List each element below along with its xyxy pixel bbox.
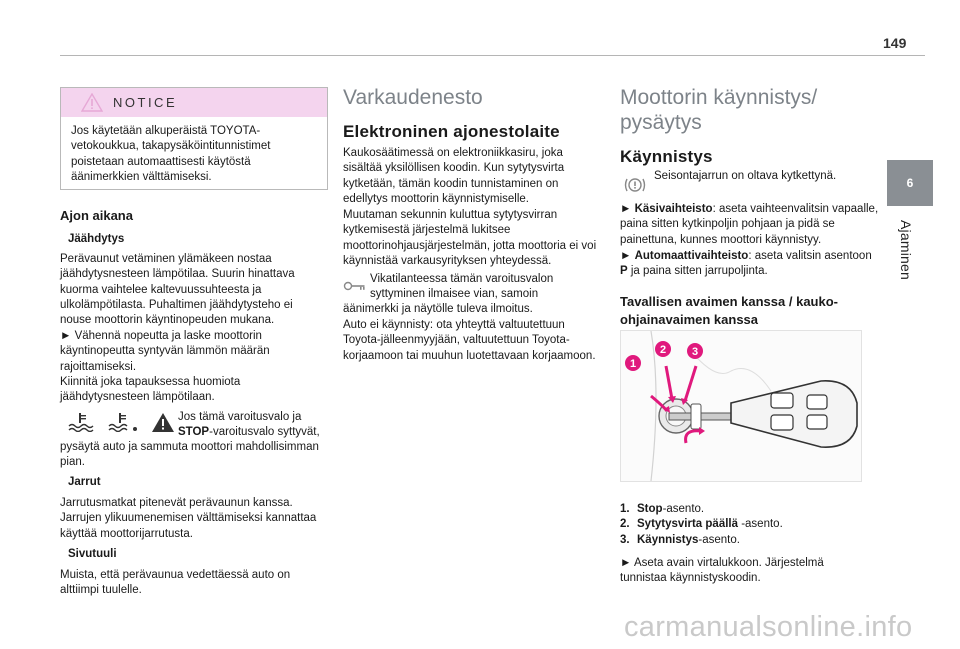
cooling-paragraph: Perävaunut vetäminen ylämäkeen nostaa jäähdytysnesteen lämpötilaa. Suurin hinattava kuorma vaihtelee kaltevuussuhteesta ja ulkolämpötilasta. Puhaltimen jäähdytysteho ei nouse moottorin käyntinopeuden mukana. (60, 253, 295, 327)
key-warning-light-icon (343, 278, 367, 294)
list-item-text: -asento. (738, 518, 783, 531)
list-item-label: Käynnistys (637, 533, 699, 546)
notice-text: Jos käytetään alkuperäistä TOYOTA-vetokoukkua, takapysäköintitunnistimet poistetaan automaattisesti käytöstä äänimerkkien välttämiseksi. (71, 125, 271, 183)
section-title-anti-theft: Varkaudenesto (343, 86, 483, 109)
warning-light-text-b (178, 425, 328, 440)
list-item-label: Sytytysvirta päällä (637, 518, 739, 531)
list-item (620, 533, 882, 548)
title-line-2: pysäytys (620, 111, 702, 134)
warning-light-text-b-rest: -varoitusvalo syttyvät, (209, 426, 320, 438)
warning-light-text-a: Jos tämä varoitusvalo ja (178, 411, 302, 423)
title-line-1: Moottorin käynnistys/ (620, 86, 818, 109)
manual-transmission-label: Käsivaihteisto (634, 203, 713, 215)
arrow-glyph: ► (620, 250, 635, 262)
brakes-paragraph: Jarrutusmatkat pitenevät perävaunun kanssa. Jarrujen ylikuumenemisen välttämiseksi kannattaa käyttää moottorijarrutusta. (60, 497, 317, 540)
warning-triangle-icon (81, 93, 103, 112)
automatic-transmission-end: ja paina sitten jarrupoljinta. (627, 265, 768, 278)
immobiliser-paragraph-4: Auto ei käynnisty: ota yhteyttä valtuutettuun Toyota-jälleenmyyjään, valtuutettuun Toyota-korjaamoon tai muuhun luotettavaan korjaamoon. (343, 319, 596, 362)
warning-light-text-c: pysäytä auto ja sammuta moottori mahdollisimman pian. (60, 441, 319, 469)
manual-transmission-instruction (620, 202, 880, 248)
warning-triangle-icon (151, 412, 175, 433)
subheading-brakes: Jarrut (68, 476, 101, 488)
automatic-transmission-instruction (620, 249, 880, 280)
insert-key-instruction: ► Aseta avain virtalukkoon. Järjestelmä tunnistaa käynnistyskoodin. (620, 557, 824, 585)
notice-box (60, 87, 328, 190)
crosswind-paragraph: Muista, että perävaunua vedettäessä auto on alttiimpi tuulelle. (60, 569, 291, 597)
list-item-text: -asento. (662, 503, 705, 515)
automatic-transmission-text: : aseta valitsin asentoon (748, 250, 872, 262)
subheading-cooling: Jäähdytys (68, 233, 125, 245)
list-item-number: 2. (620, 518, 630, 531)
immobiliser-paragraph-2: Muutaman sekunnin kuluttua sytytysvirran kytkemisestä järjestelmä lukitsee moottorinohjausjärjestelmän, jotta moottoria ei voi käynnistää varkausyrityksen yhteydessä. (343, 209, 597, 267)
ignition-illustration (621, 331, 861, 481)
list-item (620, 502, 882, 517)
subtitle-starting: Käynnistys (620, 147, 713, 166)
immobiliser-paragraph-3a: Vikatilanteessa tämän varoitusvalon (370, 273, 554, 285)
subtitle-immobiliser: Elektroninen ajonestolaite (343, 122, 560, 141)
key-positions-list (620, 502, 882, 548)
manual-transmission-text: : aseta vaihteenvalitsin vapaalle, paina sitten kytkinpoljin pohjaan ja pidä se painettuna, kunnes moottori käynnistyy. (620, 203, 879, 246)
notice-header (61, 88, 327, 117)
subheading-crosswind: Sivutuuli (68, 548, 117, 560)
callout-label-3: 3 (691, 346, 699, 358)
parking-brake-note: Seisontajarrun on oltava kytkettynä. (654, 170, 837, 182)
cooling-note: Kiinnitä joka tapauksessa huomiota jäähdytysnesteen lämpötilaan. (60, 376, 241, 404)
callout-label-2: 2 (659, 344, 667, 356)
list-item-number: 1. (620, 503, 630, 515)
immobiliser-paragraph-3b: syttyminen ilmaisee vian, samoin (370, 288, 539, 300)
automatic-transmission-label: Automaattivaihteisto (634, 250, 749, 262)
stop-label: STOP (178, 426, 210, 438)
callout-label-1: 1 (629, 358, 637, 370)
position-p-label: P (620, 265, 628, 278)
arrow-glyph: ► (620, 203, 635, 215)
immobiliser-paragraph-3c: äänimerkki ja näytölle tuleva ilmoitus. (343, 303, 533, 315)
key-heading: Tavallisen avaimen kanssa / kauko-ohjainavaimen kanssa (620, 294, 838, 327)
list-item-number: 3. (620, 533, 630, 546)
section-title-engine-start-stop (620, 85, 817, 135)
cooling-instruction: ► Vähennä nopeutta ja laske moottorin käyntinopeutta syntyvän lämmön määrän rajoittamiseksi. (60, 330, 270, 373)
chapter-tab[interactable]: 6 (887, 160, 933, 206)
chapter-label: Ajaminen (898, 220, 914, 280)
watermark: carmanualsonline.info (624, 611, 913, 643)
warning-icons-row (66, 412, 175, 433)
page-number: 149 (883, 35, 907, 51)
list-item-label: Stop (637, 503, 663, 515)
list-item (620, 517, 882, 532)
notice-title: NOTICE (113, 95, 178, 110)
list-item-text: -asento. (698, 533, 740, 546)
coolant-temperature-icon (66, 412, 98, 432)
ignition-key-figure (620, 330, 862, 482)
parking-brake-icon (623, 175, 647, 195)
coolant-level-icon (106, 412, 140, 432)
immobiliser-paragraph-1: Kaukosäätimessä on elektroniikkasiru, joka sisältää yksilöllisen koodin. Kun sytytysvirta kytketään, tämän koodin tunnistaminen on edellytys moottorin käynnistymiselle. (343, 147, 565, 205)
header-rule (60, 55, 925, 56)
section-heading-during-driving: Ajon aikana (60, 208, 133, 223)
